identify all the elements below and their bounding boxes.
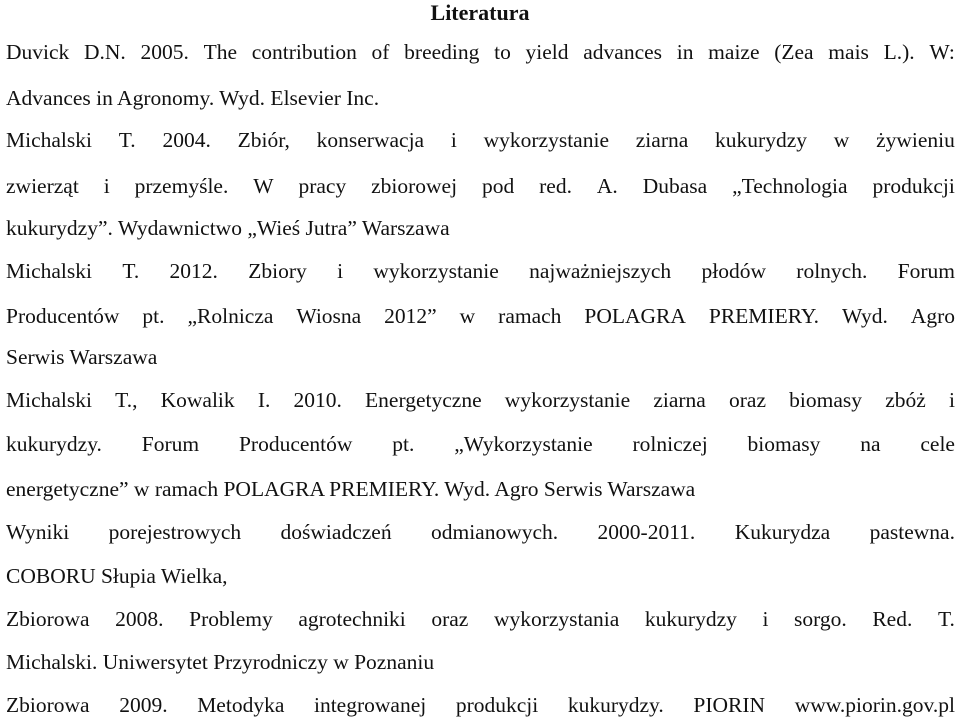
reference-word: Kukurydza <box>734 520 831 544</box>
reference-word: Dubasa <box>642 174 708 198</box>
reference-word: Forum <box>141 432 200 456</box>
reference-word: wykorzystanie <box>504 388 631 412</box>
reference-word: Zbiorowa <box>6 693 90 717</box>
reference-word: konserwacja <box>316 128 425 152</box>
reference-word: red. <box>539 174 572 198</box>
reference-word: T. <box>937 607 955 631</box>
reference-word: to <box>494 40 511 64</box>
reference-word: pracy <box>298 174 347 198</box>
reference-word: i <box>762 607 769 631</box>
reference-word: maize <box>708 40 760 64</box>
reference-word: i <box>948 388 955 412</box>
reference-word: pod <box>481 174 515 198</box>
reference-word: (Zea <box>774 40 814 64</box>
reference-word: zbóż <box>885 388 926 412</box>
reference-word: na <box>860 432 881 456</box>
reference-word: Wyd. <box>841 304 888 328</box>
reference-word: W <box>253 174 274 198</box>
reference-word: Wiosna <box>296 304 362 328</box>
reference-word: płodów <box>701 259 766 283</box>
reference-word: biomasy <box>789 388 863 412</box>
reference-word: rolniczej <box>632 432 708 456</box>
reference-line <box>6 128 955 152</box>
reference-word: The <box>203 40 238 64</box>
reference-word: W: <box>929 40 955 64</box>
reference-line <box>6 304 955 328</box>
reference-word: Wyniki <box>6 520 70 544</box>
reference-word: Agro <box>910 304 955 328</box>
reference-word: Kowalik <box>160 388 235 412</box>
reference-line <box>6 520 955 544</box>
reference-word: ziarna <box>653 388 706 412</box>
reference-word: produkcji <box>872 174 955 198</box>
reference-word: kukurydzy. <box>6 432 102 456</box>
reference-word: www.piorin.gov.pl <box>794 693 955 717</box>
reference-line: COBORU Słupia Wielka, <box>6 564 228 588</box>
reference-word: rolnych. <box>796 259 868 283</box>
reference-word: Forum <box>897 259 955 283</box>
reference-word: Michalski <box>6 388 92 412</box>
reference-word: Michalski <box>6 128 92 152</box>
reference-word: oraz <box>729 388 767 412</box>
reference-word: Red. <box>872 607 913 631</box>
reference-word: Producentów <box>6 304 120 328</box>
reference-line <box>6 388 955 412</box>
reference-word: w <box>459 304 476 328</box>
reference-word: A. <box>596 174 618 198</box>
reference-word: of <box>371 40 390 64</box>
reference-word: 2004. <box>162 128 211 152</box>
reference-word: agrotechniki <box>298 607 406 631</box>
reference-word: ziarna <box>635 128 689 152</box>
reference-word: najważniejszych <box>529 259 672 283</box>
reference-word: i <box>337 259 344 283</box>
reference-word: cele <box>920 432 955 456</box>
reference-word: Zbiorowa <box>6 607 90 631</box>
reference-word: integrowanej <box>313 693 427 717</box>
reference-word: I. <box>257 388 271 412</box>
reference-word: produkcji <box>455 693 539 717</box>
reference-word: oraz <box>431 607 469 631</box>
reference-word: Producentów <box>238 432 353 456</box>
reference-line: energetyczne” w ramach POLAGRA PREMIERY. Wyd. Agro Serwis Warszawa <box>6 477 696 501</box>
reference-word: wykorzystania <box>493 607 620 631</box>
reference-word: 2008. <box>115 607 164 631</box>
reference-word: „Rolnicza <box>187 304 274 328</box>
reference-word: porejestrowych <box>108 520 242 544</box>
reference-word: ramach <box>498 304 562 328</box>
reference-word: PIORIN <box>693 693 766 717</box>
reference-word: contribution <box>251 40 357 64</box>
reference-word: przemyśle. <box>134 174 229 198</box>
reference-word: L.). <box>883 40 915 64</box>
reference-line <box>6 432 955 456</box>
reference-word: PREMIERY. <box>708 304 819 328</box>
reference-word: 2000-2011. <box>597 520 696 544</box>
reference-word: yield <box>525 40 569 64</box>
reference-word: i <box>103 174 110 198</box>
reference-word: Energetyczne <box>365 388 482 412</box>
reference-word: Zbiory <box>248 259 307 283</box>
reference-line <box>6 607 955 631</box>
reference-line <box>6 40 955 64</box>
reference-line: Michalski. Uniwersytet Przyrodniczy w Poznaniu <box>6 650 435 674</box>
reference-word: wykorzystanie <box>483 128 609 152</box>
reference-line <box>6 259 955 283</box>
reference-word: kukurydzy <box>715 128 807 152</box>
reference-line: Serwis Warszawa <box>6 345 158 369</box>
reference-word: POLAGRA <box>584 304 686 328</box>
reference-word: T. <box>118 128 136 152</box>
reference-line: kukurydzy”. Wydawnictwo „Wieś Jutra” Warszawa <box>6 216 450 240</box>
reference-word: żywieniu <box>876 128 955 152</box>
reference-word: 2012. <box>169 259 218 283</box>
reference-word: 2010. <box>293 388 342 412</box>
reference-word: T., <box>115 388 138 412</box>
reference-word: advances <box>583 40 663 64</box>
reference-word: T. <box>122 259 140 283</box>
reference-word: kukurydzy <box>644 607 737 631</box>
reference-word: 2005. <box>140 40 189 64</box>
reference-word: sorgo. <box>794 607 847 631</box>
reference-word: in <box>676 40 694 64</box>
reference-word: 2012” <box>384 304 437 328</box>
page-title: Literatura <box>430 0 530 25</box>
reference-word: zwierząt <box>6 174 79 198</box>
reference-line: Advances in Agronomy. Wyd. Elsevier Inc. <box>6 86 380 110</box>
reference-word: Metodyka <box>197 693 285 717</box>
reference-word: pt. <box>392 432 415 456</box>
reference-word: doświadczeń <box>280 520 392 544</box>
reference-word: Michalski <box>6 259 92 283</box>
reference-word: Problemy <box>189 607 273 631</box>
reference-line <box>6 174 955 198</box>
reference-word: zbiorowej <box>371 174 458 198</box>
reference-word: pt. <box>142 304 165 328</box>
reference-word: w <box>833 128 850 152</box>
reference-word: breeding <box>404 40 480 64</box>
reference-line <box>6 693 955 717</box>
reference-word: i <box>450 128 457 152</box>
reference-word: mais <box>828 40 869 64</box>
reference-word: „Technologia <box>732 174 848 198</box>
reference-word: biomasy <box>747 432 821 456</box>
reference-word: 2009. <box>119 693 168 717</box>
reference-word: wykorzystanie <box>373 259 499 283</box>
reference-word: odmianowych. <box>430 520 559 544</box>
reference-word: „Wykorzystanie <box>454 432 593 456</box>
reference-word: kukurydzy. <box>567 693 664 717</box>
reference-word: D.N. <box>84 40 126 64</box>
reference-word: Zbiór, <box>237 128 290 152</box>
reference-word: pastewna. <box>869 520 955 544</box>
reference-word: Duvick <box>6 40 70 64</box>
